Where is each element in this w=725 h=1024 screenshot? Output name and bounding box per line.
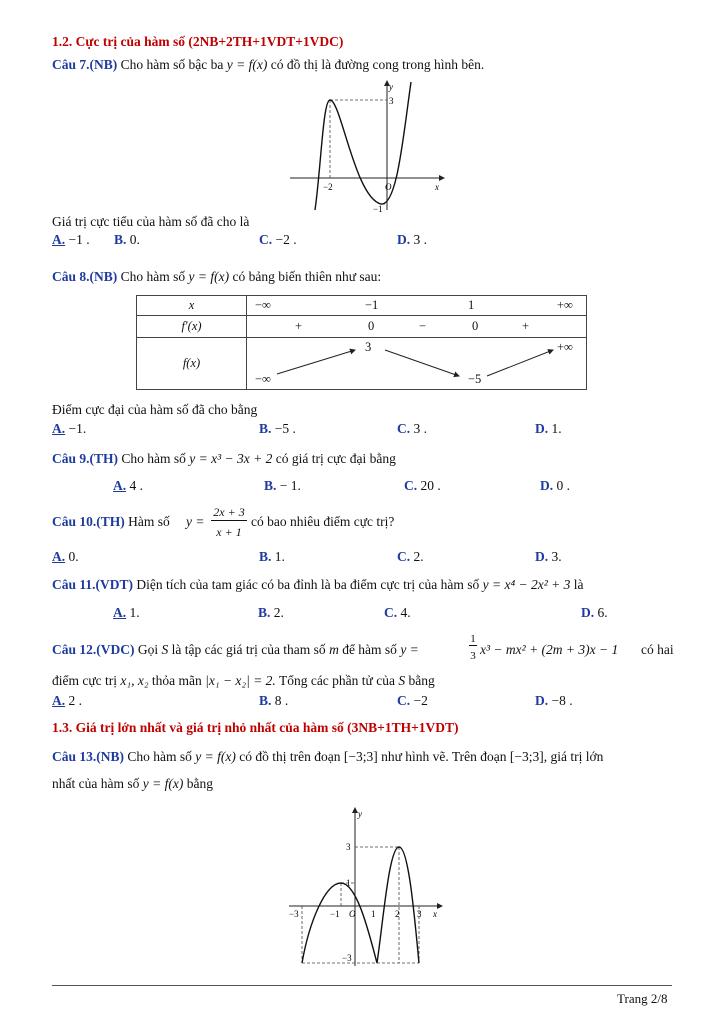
q12-option-d[interactable] <box>535 693 573 709</box>
option-key: D. <box>581 605 595 620</box>
question-text: điểm cực trị <box>52 673 118 688</box>
question-text: Cho hàm số <box>127 749 192 764</box>
question-text: có đồ thị là đường cong trong hình bên. <box>270 57 485 72</box>
option-value: 8 . <box>274 693 289 708</box>
f-value: −∞ <box>255 372 271 386</box>
option-value: 1. <box>551 421 562 436</box>
question-text: như hình vẽ. Trên đoạn <box>381 749 507 764</box>
origin-label: O <box>349 909 356 919</box>
option-value: 1. <box>274 549 285 564</box>
question-text: là <box>573 577 584 592</box>
question-12-stem <box>52 642 419 658</box>
section-heading-1-3: 1.3. Giá trị lớn nhất và giá trị nhỏ nhất của hàm số (3NB+1TH+1VDT) <box>52 720 459 735</box>
question-label: Câu 12.(VDC) <box>52 642 135 657</box>
formula: y = <box>186 514 205 529</box>
option-value: 20 . <box>420 478 441 493</box>
q12-option-a[interactable] <box>52 693 82 709</box>
f-value: 3 <box>365 340 372 354</box>
question-text: nhất của hàm số <box>52 776 140 791</box>
option-key: B. <box>259 421 272 436</box>
question-label: Câu 10.(TH) <box>52 514 125 529</box>
option-key: D. <box>535 693 549 708</box>
question-7-stem <box>52 57 484 73</box>
option-key: B. <box>258 605 271 620</box>
option-key: C. <box>384 605 398 620</box>
question-13-stem <box>52 749 603 765</box>
option-value: 4 . <box>129 478 143 493</box>
question-12-line2 <box>52 673 435 689</box>
question-label: Câu 9.(TH) <box>52 451 119 466</box>
derivative-cell <box>247 316 587 338</box>
question-text: để hàm số <box>342 642 397 657</box>
option-value: −5 . <box>274 421 296 436</box>
fraction-numerator: 1 <box>470 633 476 645</box>
formula: x₁, x₂ <box>120 673 149 688</box>
q7-option-c[interactable] <box>259 232 297 248</box>
formula: [−3;3] <box>509 749 544 764</box>
table-header-derivative: f′(x) <box>137 316 247 338</box>
option-key: B. <box>259 549 272 564</box>
f-value: +∞ <box>557 340 573 354</box>
x-value: +∞ <box>557 298 573 312</box>
q12-option-b[interactable] <box>259 693 288 709</box>
option-value: −2 . <box>275 232 297 247</box>
footer-divider <box>52 985 672 986</box>
question-11-stem <box>52 577 584 593</box>
question-text: Hàm số <box>128 514 170 529</box>
question-label: Câu 8.(NB) <box>52 269 118 284</box>
option-value: 3 . <box>413 232 427 247</box>
question-text: thỏa mãn <box>151 673 202 688</box>
q8-option-d[interactable] <box>535 421 562 437</box>
function-cell <box>247 338 587 390</box>
option-value: 0. <box>68 549 79 564</box>
tick-label: 3 <box>417 909 422 919</box>
q10-option-b[interactable] <box>259 549 285 565</box>
option-key: D. <box>540 478 554 493</box>
tick-label: −2 <box>323 182 333 192</box>
question-text: , giá trị lớn <box>543 749 604 764</box>
sign: + <box>295 319 303 333</box>
q8-option-b[interactable] <box>259 421 296 437</box>
formula: y = f(x) <box>142 776 184 791</box>
option-value: −2 <box>413 693 428 708</box>
question-10-stem <box>52 514 170 530</box>
question-7-prompt: Giá trị cực tiểu của hàm số đã cho là <box>52 214 250 229</box>
option-key: D. <box>535 549 549 564</box>
tick-label: 3 <box>346 842 351 852</box>
question-text: là tập các giá trị của tham số <box>171 642 326 657</box>
option-key: B. <box>114 232 127 247</box>
option-value: 0 . <box>556 478 570 493</box>
question-text: Cho hàm số <box>120 269 186 284</box>
question-label: Câu 7.(NB) <box>52 57 118 72</box>
question-8-prompt: Điểm cực đại của hàm số đã cho bằng <box>52 402 258 417</box>
question-text: Cho hàm số bậc ba <box>120 57 224 72</box>
question-text: có bảng biến thiên như sau: <box>232 269 382 284</box>
question-text: Tổng các phần tử của <box>278 673 395 688</box>
tick-label: 2 <box>395 909 400 919</box>
option-key: C. <box>397 421 411 436</box>
question-label: Câu 13.(NB) <box>52 749 125 764</box>
q9-option-a[interactable] <box>113 478 143 494</box>
option-value: 0. <box>129 232 140 247</box>
option-value: 2 . <box>68 693 82 708</box>
x-axis-label: x <box>435 182 439 192</box>
q10-option-c[interactable] <box>397 549 424 565</box>
option-key: A. <box>52 549 66 564</box>
formula: y = x³ − 3x + 2 <box>189 451 273 466</box>
q7-option-a[interactable] <box>52 232 90 248</box>
option-value: −1. <box>68 421 87 436</box>
q11-option-b[interactable] <box>258 605 284 621</box>
option-key: B. <box>264 478 277 493</box>
sign: − <box>419 319 427 333</box>
q7-option-b[interactable] <box>114 232 140 248</box>
variation-arrows <box>247 338 587 390</box>
option-key: A. <box>113 478 127 493</box>
option-value: 6. <box>597 605 608 620</box>
math-var: S <box>161 642 169 657</box>
origin-label: O <box>385 182 392 192</box>
x-value: −1 <box>365 298 379 312</box>
option-key: C. <box>259 232 273 247</box>
tick-label: −3 <box>289 909 299 919</box>
option-key: A. <box>52 232 66 247</box>
math-var: m <box>329 642 339 657</box>
q11-option-d[interactable] <box>581 605 608 621</box>
question-text: Cho hàm số <box>121 451 186 466</box>
option-value: 2. <box>413 549 424 564</box>
tick-label: −1 <box>330 909 340 919</box>
question-text: có hai <box>641 642 674 657</box>
zero: 0 <box>368 319 375 333</box>
question-text: có đồ thị trên đoạn <box>239 749 341 764</box>
option-key: D. <box>535 421 549 436</box>
fraction-denominator: x + 1 <box>216 525 242 539</box>
question-text: bằng <box>186 776 213 791</box>
q7-cubic-graph <box>285 78 445 212</box>
option-value: 2. <box>273 605 284 620</box>
option-key: C. <box>397 549 411 564</box>
option-value: 1. <box>129 605 140 620</box>
q12-option-c[interactable] <box>397 693 428 709</box>
formula: x³ − mx² + (2m + 3)x − 1 <box>480 642 619 657</box>
question-text: bằng <box>408 673 435 688</box>
q11-option-a[interactable] <box>113 605 140 621</box>
page-number: Trang 2/8 <box>617 991 668 1006</box>
question-text: Diện tích của tam giác có ba đỉnh là ba điểm cực trị của hàm số <box>136 577 480 592</box>
question-9-stem <box>52 451 396 467</box>
question-8-stem <box>52 269 381 285</box>
option-value: −1 . <box>68 232 90 247</box>
formula: [−3;3] <box>343 749 378 764</box>
option-key: B. <box>259 693 272 708</box>
tick-label: −1 <box>373 204 383 212</box>
fraction-numerator: 2x + 3 <box>211 505 247 521</box>
formula: y = f(x) <box>195 749 236 764</box>
table-header-x: x <box>137 296 247 316</box>
section-heading-1-2: 1.2. Cực trị của hàm số (2NB+2TH+1VDT+1VDC) <box>52 34 344 49</box>
fraction-denominator: 3 <box>470 650 476 662</box>
math-var: S <box>398 673 406 688</box>
question-text: có bao nhiêu điểm cực trị? <box>251 514 395 529</box>
y-axis-label: y <box>389 82 393 92</box>
q9-option-d[interactable] <box>540 478 570 494</box>
q7-option-d[interactable] <box>397 232 427 248</box>
option-value: 4. <box>400 605 411 620</box>
x-values-cell <box>247 296 587 316</box>
q10-option-d[interactable] <box>535 549 562 565</box>
sign: + <box>522 319 530 333</box>
q8-option-a[interactable] <box>52 421 86 437</box>
question-13-line2 <box>52 776 213 792</box>
q13-function-graph <box>285 803 445 968</box>
x-value: −∞ <box>255 298 271 312</box>
formula: y = x⁴ − 2x² + 3 <box>482 577 571 592</box>
q11-option-c[interactable] <box>384 605 411 621</box>
tick-label: 1 <box>371 909 376 919</box>
formula: y = f(x) <box>188 269 230 284</box>
y-axis-label: y <box>358 809 362 819</box>
tick-label: 3 <box>389 96 394 106</box>
question-text: Gọi <box>137 642 159 657</box>
q10-option-a[interactable] <box>52 549 79 565</box>
x-value: 1 <box>468 298 475 312</box>
question-text: có giá trị cực đại bằng <box>275 451 396 466</box>
zero: 0 <box>472 319 479 333</box>
option-key: C. <box>404 478 418 493</box>
q8-option-c[interactable] <box>397 421 427 437</box>
formula: y = f(x) <box>226 57 268 72</box>
question-label: Câu 11.(VDT) <box>52 577 134 592</box>
tick-label: 1 <box>346 878 351 888</box>
option-key: D. <box>397 232 411 247</box>
tick-label: −3 <box>342 953 352 963</box>
option-key: C. <box>397 693 411 708</box>
f-value: −5 <box>468 372 482 386</box>
option-key: A. <box>52 693 66 708</box>
x-axis-label: x <box>433 909 437 919</box>
q9-option-c[interactable] <box>404 478 441 494</box>
option-value: 3. <box>551 549 562 564</box>
variation-table <box>136 295 587 390</box>
option-value: − 1. <box>279 478 301 493</box>
q9-option-b[interactable] <box>264 478 301 494</box>
option-key: A. <box>113 605 127 620</box>
option-key: A. <box>52 421 66 436</box>
option-value: −8 . <box>551 693 573 708</box>
formula: y = <box>400 642 419 657</box>
option-value: 3 . <box>413 421 427 436</box>
table-header-function: f(x) <box>137 338 247 390</box>
formula: |x₁ − x₂| = 2. <box>205 673 276 688</box>
